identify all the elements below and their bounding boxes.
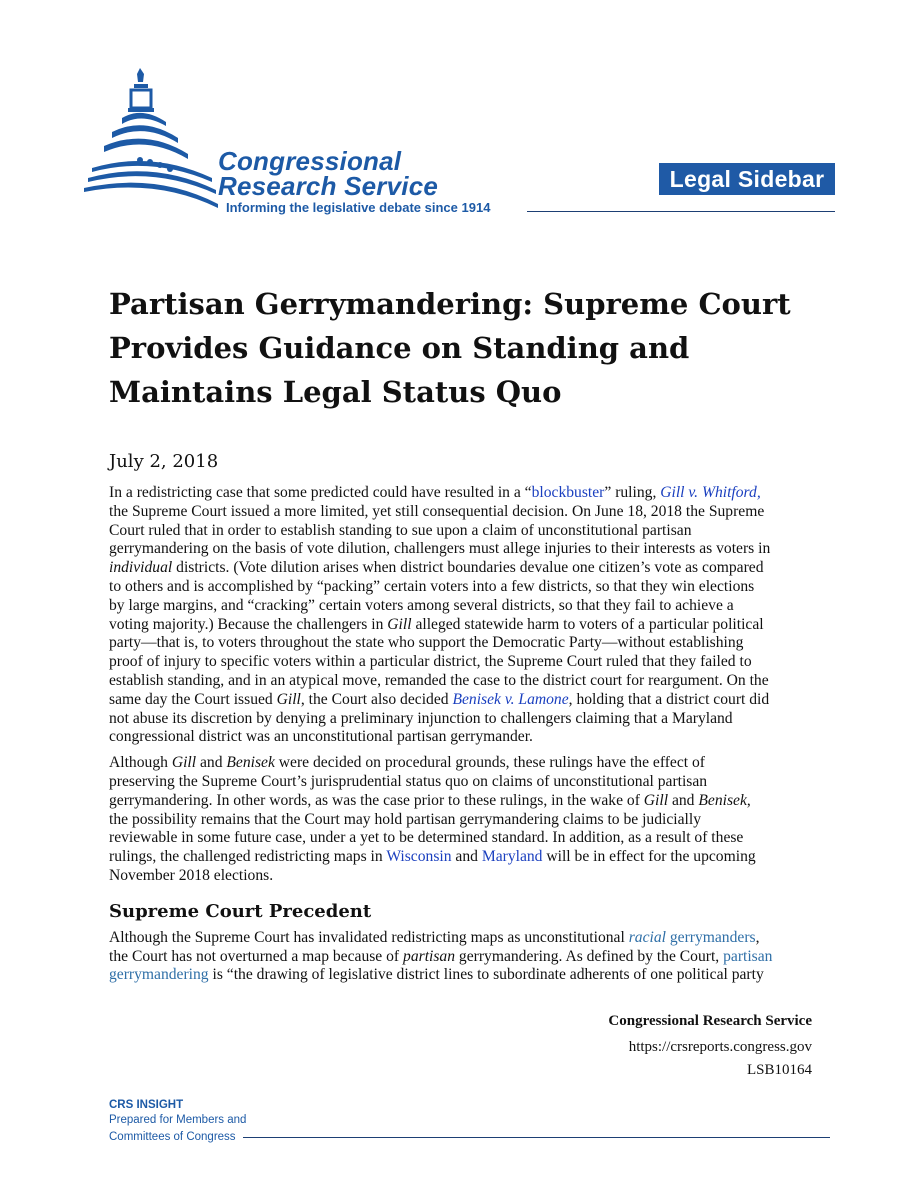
paragraph-3: Although the Supreme Court has invalidated redistricting maps as unconstitutional racial gerrymanders, the Court has not overturned a map because of partisan gerrymandering. As defined by the Court, partisan gerrymandering is “the drawing of legislative district lines to subordinate adherents of one political party: [109, 928, 773, 984]
prepared-for-line2: Committees of Congress: [109, 1131, 236, 1143]
prepared-for-line1: Prepared for Members and: [109, 1114, 247, 1126]
capitol-dome-logo: [82, 66, 222, 216]
footer-rule: [243, 1137, 830, 1138]
link-benisek-v-lamone[interactable]: Benisek v. Lamone: [452, 690, 569, 708]
document-title: [109, 282, 829, 414]
title-line: Provides Guidance on Standing and: [109, 331, 690, 365]
document-date: July 2, 2018: [109, 451, 219, 472]
footer-report-id: LSB10164: [746, 1062, 812, 1078]
org-name-line2: Research Service: [218, 171, 439, 201]
link-partisan-gerrymandering-cont[interactable]: gerrymandering: [109, 966, 209, 984]
section-heading: Supreme Court Precedent: [109, 900, 372, 922]
footer-org-name: Congressional Research Service: [608, 1013, 812, 1029]
link-maryland[interactable]: Maryland: [481, 848, 543, 866]
link-racial-gerrymanders[interactable]: racial gerrymanders: [628, 928, 756, 946]
paragraph-1: In a redistricting case that some predicted could have resulted in a “blockbuster” ruling, Gill v. Whitford, the Supreme Court issued a more limited, yet still consequential decision. On June 18, 2018 the Supreme Court ruled that in order to establish standing to sue upon a claim of unconstitutional partisan gerrymandering on the basis of vote dilution, challengers must allege injuries to their interests as voters in individual districts. (Vote dilution arises when district boundaries devalue one citizen’s vote as compared to others and is accomplished by “packing” certain voters into a few districts, so that they win elections by large margins, and “cracking” certain voters among several districts, so that they fail to achieve a voting majority.) Because the challengers in Gill alleged statewide harm to voters of a particular political party—that is, to voters throughout the state who support the Democratic Party—without establishing proof of injury to specific voters within a particular district, the Supreme Court ruled that they failed to establish standing, and in an atypical move, remanded the case to the district court for reargument. On the same day the Court issued Gill, the Court also decided Benisek v. Lamone, holding that a district court did not abuse its discretion by denying a preliminary injunction to challengers claiming that a Maryland congressional district was an unconstitutional partisan gerrymander.: [109, 484, 771, 746]
org-name-line1: Congressional: [218, 146, 402, 176]
footer-url[interactable]: https://crsreports.congress.gov: [628, 1039, 812, 1055]
crs-insight-label: CRS INSIGHT: [109, 1099, 184, 1111]
document-body: [109, 484, 815, 992]
legal-sidebar-badge: Legal Sidebar: [659, 163, 835, 195]
link-partisan-gerrymandering[interactable]: partisan: [723, 947, 773, 965]
paragraph-2: Although Gill and Benisek were decided on procedural grounds, these rulings have the effect of preserving the Supreme Court’s jurisprudential status quo on claims of unconstitutional partisan gerrymandering. In other words, as was the case prior to these rulings, in the wake of Gill and Benisek, the possibility remains that the Court may hold partisan gerrymandering claims to be judicially reviewable in some future case, under a yet to be determined standard. In addition, as a result of these rulings, the challenged redistricting maps in Wisconsin and Maryland will be in effect for the upcoming November 2018 elections.: [109, 754, 756, 884]
org-tagline: Informing the legislative debate since 1914: [226, 200, 491, 215]
title-line: Maintains Legal Status Quo: [109, 375, 562, 409]
title-line: Partisan Gerrymandering: Supreme Court: [109, 287, 791, 321]
link-gill-v-whitford[interactable]: Gill v. Whitford,: [660, 484, 761, 501]
link-wisconsin[interactable]: Wisconsin: [386, 848, 452, 866]
link-blockbuster[interactable]: blockbuster: [531, 484, 605, 501]
header-rule: [527, 211, 835, 212]
